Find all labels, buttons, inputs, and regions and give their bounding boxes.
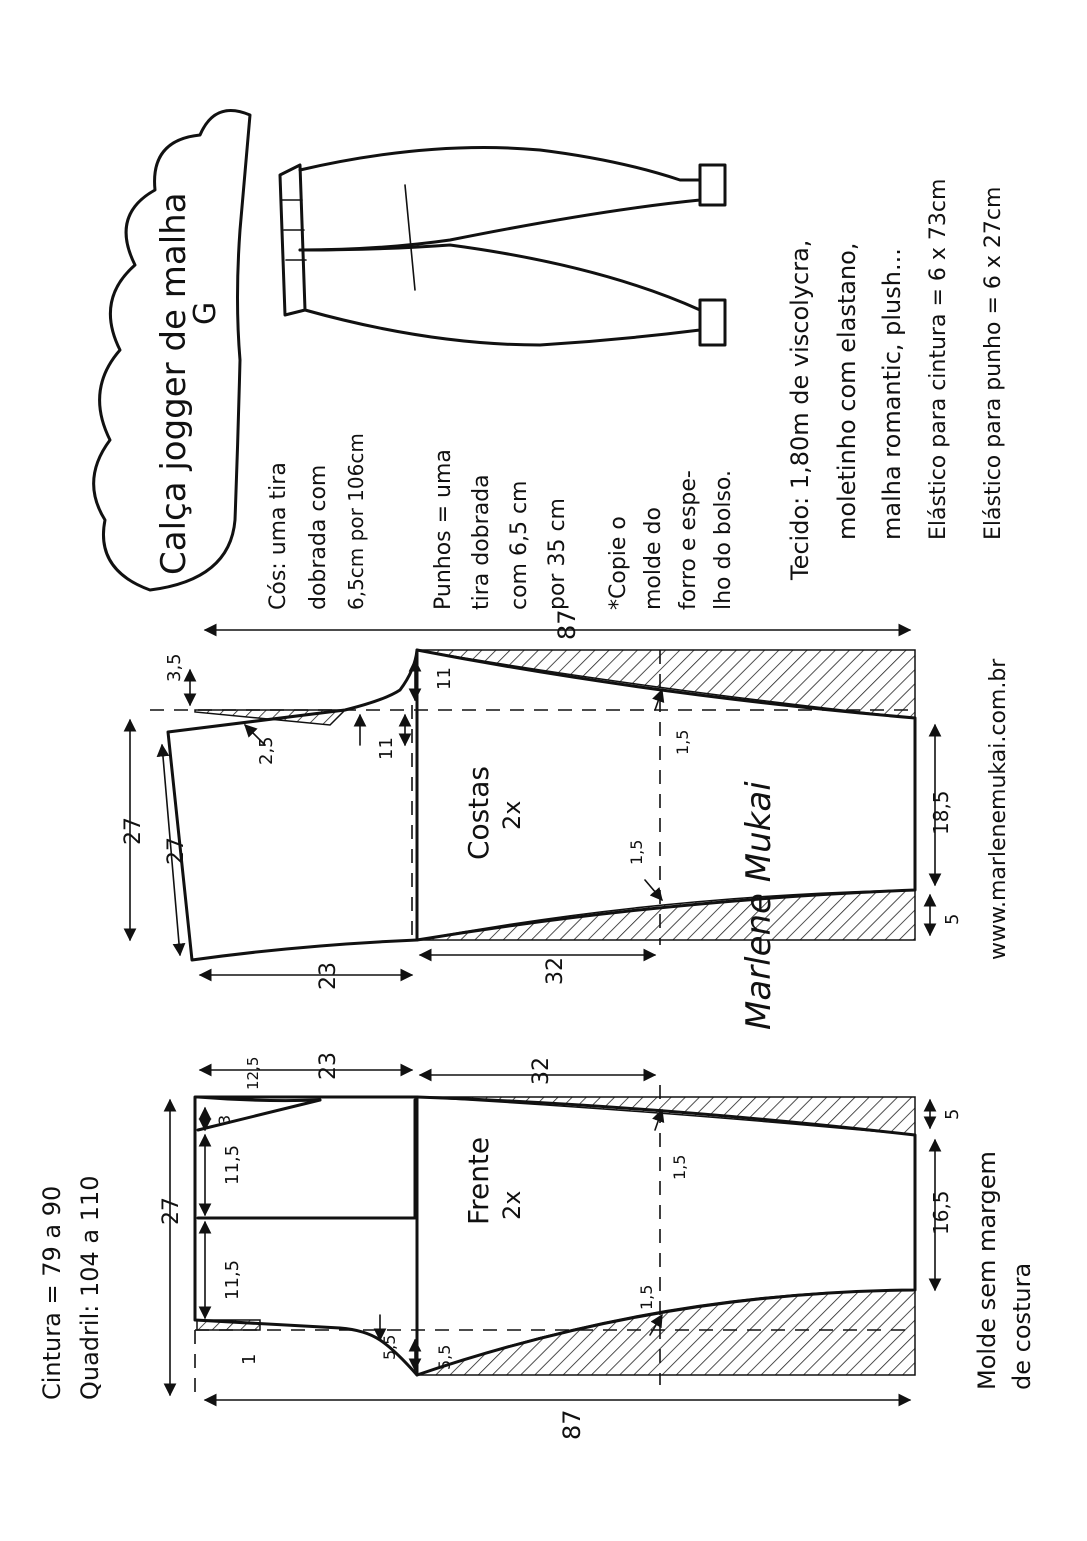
back-dim-11-b: 11: [434, 667, 455, 690]
back-label: Costas: [462, 766, 495, 860]
cuffs-line-4: por 35 cm: [545, 498, 570, 610]
seam-note: [973, 1151, 1036, 1390]
instructions: [266, 179, 1006, 610]
back-dim-2-5: 2,5: [256, 736, 277, 765]
front-label: Frente: [462, 1136, 495, 1225]
front-dim-1: 1: [239, 1353, 260, 1365]
front-piece: [159, 1052, 963, 1440]
back-dim-top-a: 27: [121, 817, 146, 845]
jogger-sketch-icon: [280, 148, 725, 346]
front-dim-32: 32: [529, 1057, 554, 1085]
back-piece: [121, 609, 963, 990]
front-count: 2x: [498, 1190, 526, 1220]
measure-hip: Quadril: 104 a 110: [76, 1175, 104, 1400]
back-dim-1-5-b: 1,5: [627, 839, 646, 865]
fabric-line-5: Elástico para punho = 6 x 27cm: [981, 186, 1006, 540]
fabric-line-4: Elástico para cintura = 6 x 73cm: [926, 178, 951, 540]
front-dim-5-5-b: 5,5: [435, 1344, 454, 1370]
size-letter: G: [188, 301, 223, 325]
pocket-line-3: forro e espe-: [676, 470, 701, 610]
front-dim-5-5-a: 5,5: [380, 1334, 399, 1360]
measures: [38, 1175, 104, 1400]
front-dim-16-5: 16,5: [929, 1190, 953, 1235]
front-dim-11-5-b: 11,5: [222, 1144, 243, 1185]
back-dim-11-a: 11: [376, 737, 397, 760]
waistband-line-1: Cós: uma tira: [266, 462, 291, 610]
cuffs-line-2: tira dobrada: [469, 474, 494, 610]
waistband-line-2: dobrada com: [306, 464, 331, 610]
back-dim-23: 23: [316, 962, 341, 990]
website: www.marlenemukai.com.br: [986, 658, 1011, 960]
measure-waist: Cintura = 79 a 90: [38, 1185, 66, 1400]
back-dim-32: 32: [543, 957, 568, 985]
front-dim-length: 87: [558, 1409, 586, 1440]
front-dim-12-5: 12,5: [244, 1056, 262, 1090]
cuffs-line-1: Punhos = uma: [431, 449, 456, 610]
front-dim-5: 5: [942, 1108, 963, 1120]
front-dim-top: 27: [159, 1197, 184, 1225]
front-dim-23: 23: [316, 1052, 341, 1080]
back-count: 2x: [498, 800, 526, 830]
title-cloud: [94, 111, 250, 591]
back-dim-1-5-a: 1,5: [673, 729, 692, 755]
front-dim-1-5-a: 1,5: [670, 1154, 689, 1180]
pocket-line-1: *Copie o: [606, 516, 631, 610]
front-dim-11-5-a: 11,5: [222, 1259, 243, 1300]
waistband-line-3: 6,5cm por 106cm: [344, 433, 368, 610]
pocket-line-2: molde do: [641, 507, 666, 610]
fabric-line-3: malha romantic, plush...: [878, 248, 906, 540]
back-dim-5: 5: [942, 913, 963, 925]
signature: Marlene Mukai: [739, 781, 779, 1030]
front-dim-3: 3: [215, 1114, 234, 1125]
back-dim-3-5: 3,5: [164, 653, 185, 682]
back-dim-18-5: 18,5: [929, 790, 953, 835]
back-dim-length: 87: [553, 609, 581, 640]
fabric-line-2: moletinho com elastano,: [833, 242, 861, 540]
pocket-line-4: lho do bolso.: [711, 470, 736, 610]
title: Calça jogger de malha: [154, 192, 194, 575]
fabric-line-1: Tecido: 1,80m de viscolycra,: [786, 239, 814, 580]
seam-note-line-2: de costura: [1008, 1262, 1036, 1390]
back-dim-top-b: 27: [164, 837, 189, 865]
cuffs-line-3: com 6,5 cm: [507, 480, 532, 610]
seam-note-line-1: Molde sem margem: [973, 1151, 1001, 1390]
front-dim-1-5-b: 1,5: [637, 1284, 656, 1310]
